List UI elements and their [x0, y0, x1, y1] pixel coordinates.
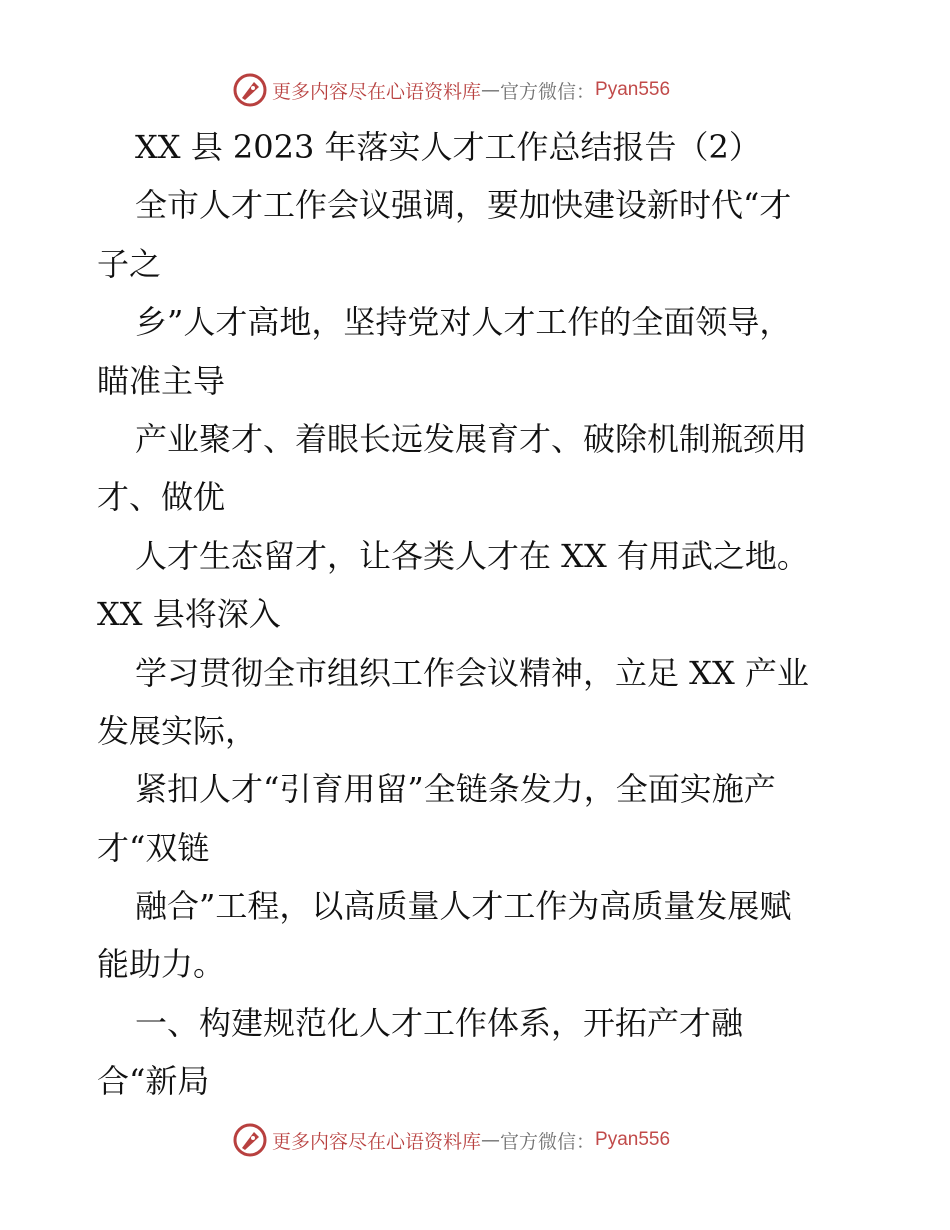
text-line: 人才生态留才，让各类人才在 XX 有用武之地。	[135, 536, 809, 575]
watermark-wechat-label: 官方微信：	[500, 1130, 596, 1153]
watermark-dash: —	[481, 1129, 501, 1151]
text-line: 融合”工程，以高质量人才工作为高质量发展赋	[135, 887, 792, 926]
text-line: XX 县将深入	[97, 595, 281, 634]
text-line: 乡”人才高地，坚持党对人才工作的全面领导，	[135, 303, 792, 342]
text-line: 全市人才工作会议强调，要加快建设新时代“才	[135, 186, 792, 225]
pen-nib-logo-icon	[232, 72, 268, 108]
text-line: 才、做优	[97, 478, 226, 517]
watermark-banner-top	[232, 70, 670, 110]
section-heading: 一、构建规范化人才工作体系，开拓产才融	[135, 1003, 744, 1042]
text-line: 子之	[97, 244, 162, 283]
pen-nib-logo-icon	[232, 1122, 268, 1158]
watermark-wechat-id: Pyan556	[595, 79, 671, 100]
watermark-wechat-id: Pyan556	[595, 1129, 671, 1150]
document-body	[97, 118, 867, 1111]
watermark-site-text: 更多内容尽在心语资料库	[272, 80, 482, 103]
document-title: XX 县 2023 年落实人才工作总结报告（2）	[135, 128, 761, 166]
text-line: 紧扣人才“引育用留”全链条发力，全面实施产	[135, 770, 776, 809]
text-line: 产业聚才、着眼长远发展育才、破除机制瓶颈用	[135, 419, 808, 458]
watermark-dash: —	[481, 79, 501, 101]
text-line: 学习贯彻全市组织工作会议精神，立足 XX 产业	[135, 653, 809, 692]
watermark-wechat-label: 官方微信：	[500, 80, 596, 103]
text-line: 能助力。	[97, 945, 226, 984]
section-heading-continued: 合“新局	[97, 1062, 210, 1101]
watermark-site-text: 更多内容尽在心语资料库	[272, 1130, 482, 1153]
watermark-banner-bottom	[232, 1120, 670, 1160]
text-line: 发展实际，	[97, 711, 258, 750]
text-line: 才“双链	[97, 828, 210, 867]
text-line: 瞄准主导	[97, 361, 226, 400]
